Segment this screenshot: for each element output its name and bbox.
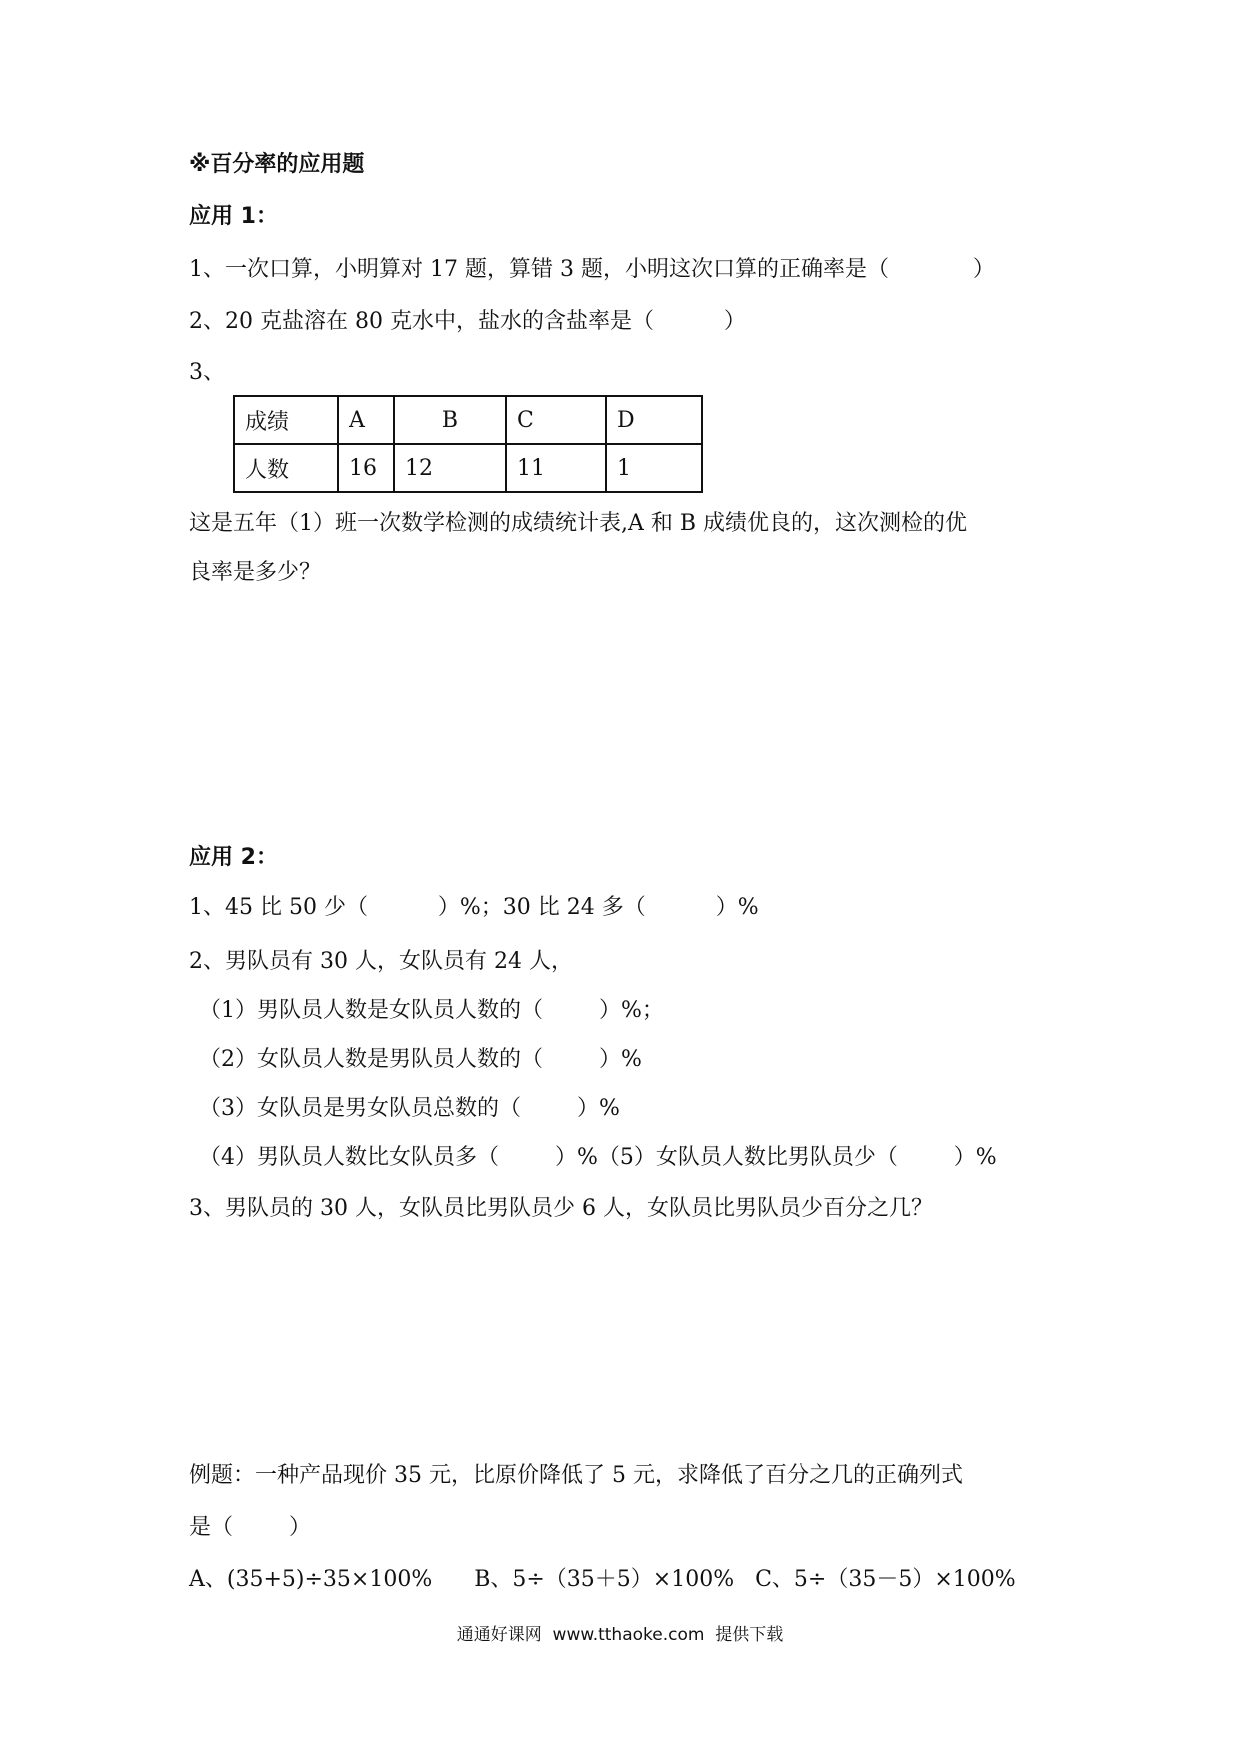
- question-2-2-4: （4）男队员人数比女队员多（ ）%（5）女队员人数比男队员少（ ）%: [199, 1145, 997, 1170]
- question-2-2-2: （2）女队员人数是男队员人数的（ ）%: [199, 1047, 642, 1072]
- footer-credit: 通通好课网 www.tthaoke.com 提供下载: [456, 1625, 784, 1645]
- table-cell: 12: [394, 444, 506, 492]
- example-text-cont: 是（ ）: [189, 1515, 311, 1540]
- example-options: A、(35+5)÷35×100% B、5÷（35＋5）×100% C、5÷（35－5）×100%: [189, 1567, 1016, 1592]
- question-2-2-3: （3）女队员是男女队员总数的（ ）%: [199, 1096, 620, 1121]
- section1-heading: 应用 1：: [189, 204, 278, 229]
- table-cell: 16: [338, 444, 394, 492]
- question-1-1: 1、一次口算，小明算对 17 题，算错 3 题，小明这次口算的正确率是（ ）: [189, 257, 995, 282]
- table-cell: 1: [606, 444, 702, 492]
- question-1-3-text-cont: 良率是多少？: [189, 560, 322, 585]
- table-cell: C: [506, 396, 606, 444]
- score-table: [233, 395, 703, 493]
- question-2-1: 1、45 比 50 少（ ）%；30 比 24 多（ ）%: [189, 895, 759, 920]
- table-row: [234, 444, 702, 492]
- page-title: ※百分率的应用题: [189, 152, 365, 177]
- table-cell: D: [606, 396, 702, 444]
- table-cell: 11: [506, 444, 606, 492]
- table-cell: 成绩: [234, 396, 338, 444]
- table-cell: 人数: [234, 444, 338, 492]
- section2-heading: 应用 2：: [189, 845, 278, 870]
- question-1-3-text: 这是五年（1）班一次数学检测的成绩统计表,A 和 B 成绩优良的，这次测检的优: [189, 511, 968, 536]
- table-cell: A: [338, 396, 394, 444]
- question-1-3-label: 3、: [189, 360, 225, 385]
- question-2-2-1: （1）男队员人数是女队员人数的（ ）%；: [199, 998, 664, 1023]
- question-1-2: 2、20 克盐溶在 80 克水中，盐水的含盐率是（ ）: [189, 309, 746, 334]
- question-2-2: 2、男队员有 30 人，女队员有 24 人，: [189, 949, 573, 974]
- table-cell: B: [394, 396, 506, 444]
- table-row: [234, 396, 702, 444]
- question-2-3: 3、男队员的 30 人，女队员比男队员少 6 人，女队员比男队员少百分之几？: [189, 1196, 933, 1221]
- example-text: 例题：一种产品现价 35 元，比原价降低了 5 元，求降低了百分之几的正确列式: [189, 1463, 963, 1488]
